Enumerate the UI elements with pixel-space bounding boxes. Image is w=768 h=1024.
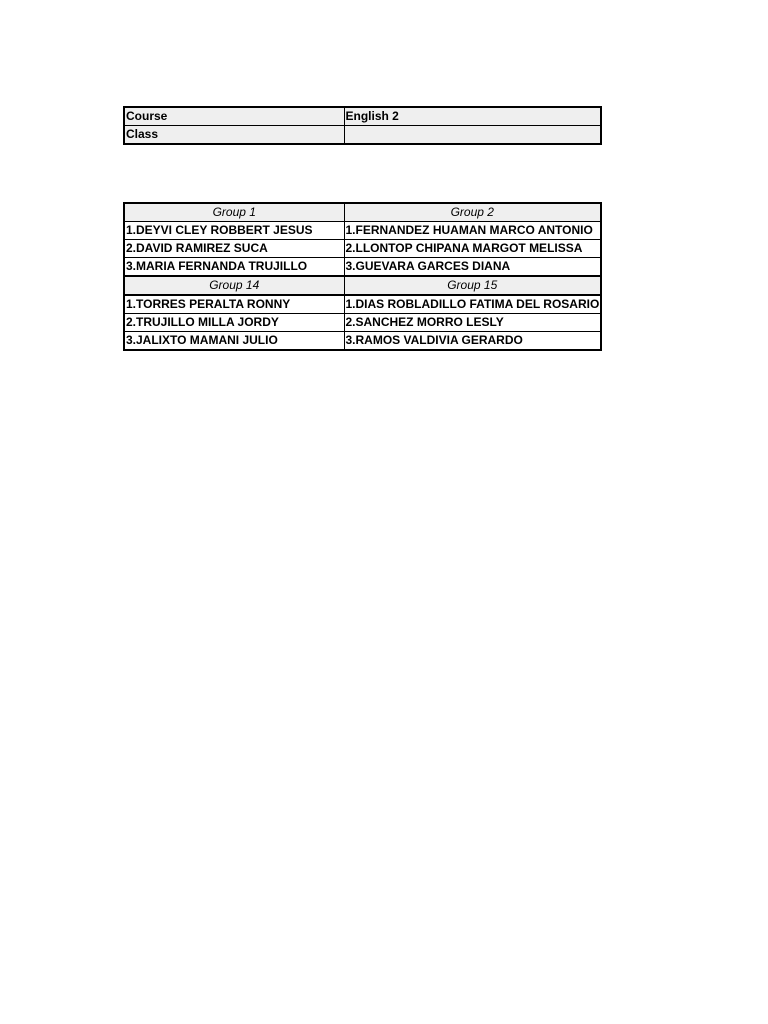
- table-row: [124, 332, 601, 351]
- class-row: [124, 126, 601, 145]
- table-row: [124, 258, 601, 277]
- class-value[interactable]: [344, 126, 601, 145]
- group-14-member[interactable]: 3.JALIXTO MAMANI JULIO: [124, 332, 344, 351]
- group-1-header[interactable]: Group 1: [124, 203, 344, 222]
- group-2-member[interactable]: 2.LLONTOP CHIPANA MARGOT MELISSA: [344, 240, 601, 258]
- course-label[interactable]: Course: [124, 107, 344, 126]
- group-14-member[interactable]: 1.TORRES PERALTA RONNY: [124, 295, 344, 314]
- course-value[interactable]: English 2: [344, 107, 601, 126]
- group-14-member[interactable]: 2.TRUJILLO MILLA JORDY: [124, 314, 344, 332]
- group-2-member[interactable]: 3.GUEVARA GARCES DIANA: [344, 258, 601, 277]
- course-row: [124, 107, 601, 126]
- class-label[interactable]: Class: [124, 126, 344, 145]
- group-15-member[interactable]: 2.SANCHEZ MORRO LESLY: [344, 314, 601, 332]
- group-1-member[interactable]: 2.DAVID RAMIREZ SUCA: [124, 240, 344, 258]
- group-header-row: [124, 203, 601, 222]
- group-2-header[interactable]: Group 2: [344, 203, 601, 222]
- group-1-member[interactable]: 3.MARIA FERNANDA TRUJILLO: [124, 258, 344, 277]
- group-15-member[interactable]: 3.RAMOS VALDIVIA GERARDO: [344, 332, 601, 351]
- table-row: [124, 314, 601, 332]
- table-row: [124, 222, 601, 240]
- course-info-table: [123, 106, 602, 145]
- group-14-header[interactable]: Group 14: [124, 276, 344, 295]
- group-15-header[interactable]: Group 15: [344, 276, 601, 295]
- group-header-row: [124, 276, 601, 295]
- group-1-member[interactable]: 1.DEYVI CLEY ROBBERT JESUS: [124, 222, 344, 240]
- group-2-member[interactable]: 1.FERNANDEZ HUAMAN MARCO ANTONIO: [344, 222, 601, 240]
- group-15-member[interactable]: 1.DIAS ROBLADILLO FATIMA DEL ROSARIO: [344, 295, 601, 314]
- table-row: [124, 295, 601, 314]
- table-row: [124, 240, 601, 258]
- groups-table: [123, 202, 602, 351]
